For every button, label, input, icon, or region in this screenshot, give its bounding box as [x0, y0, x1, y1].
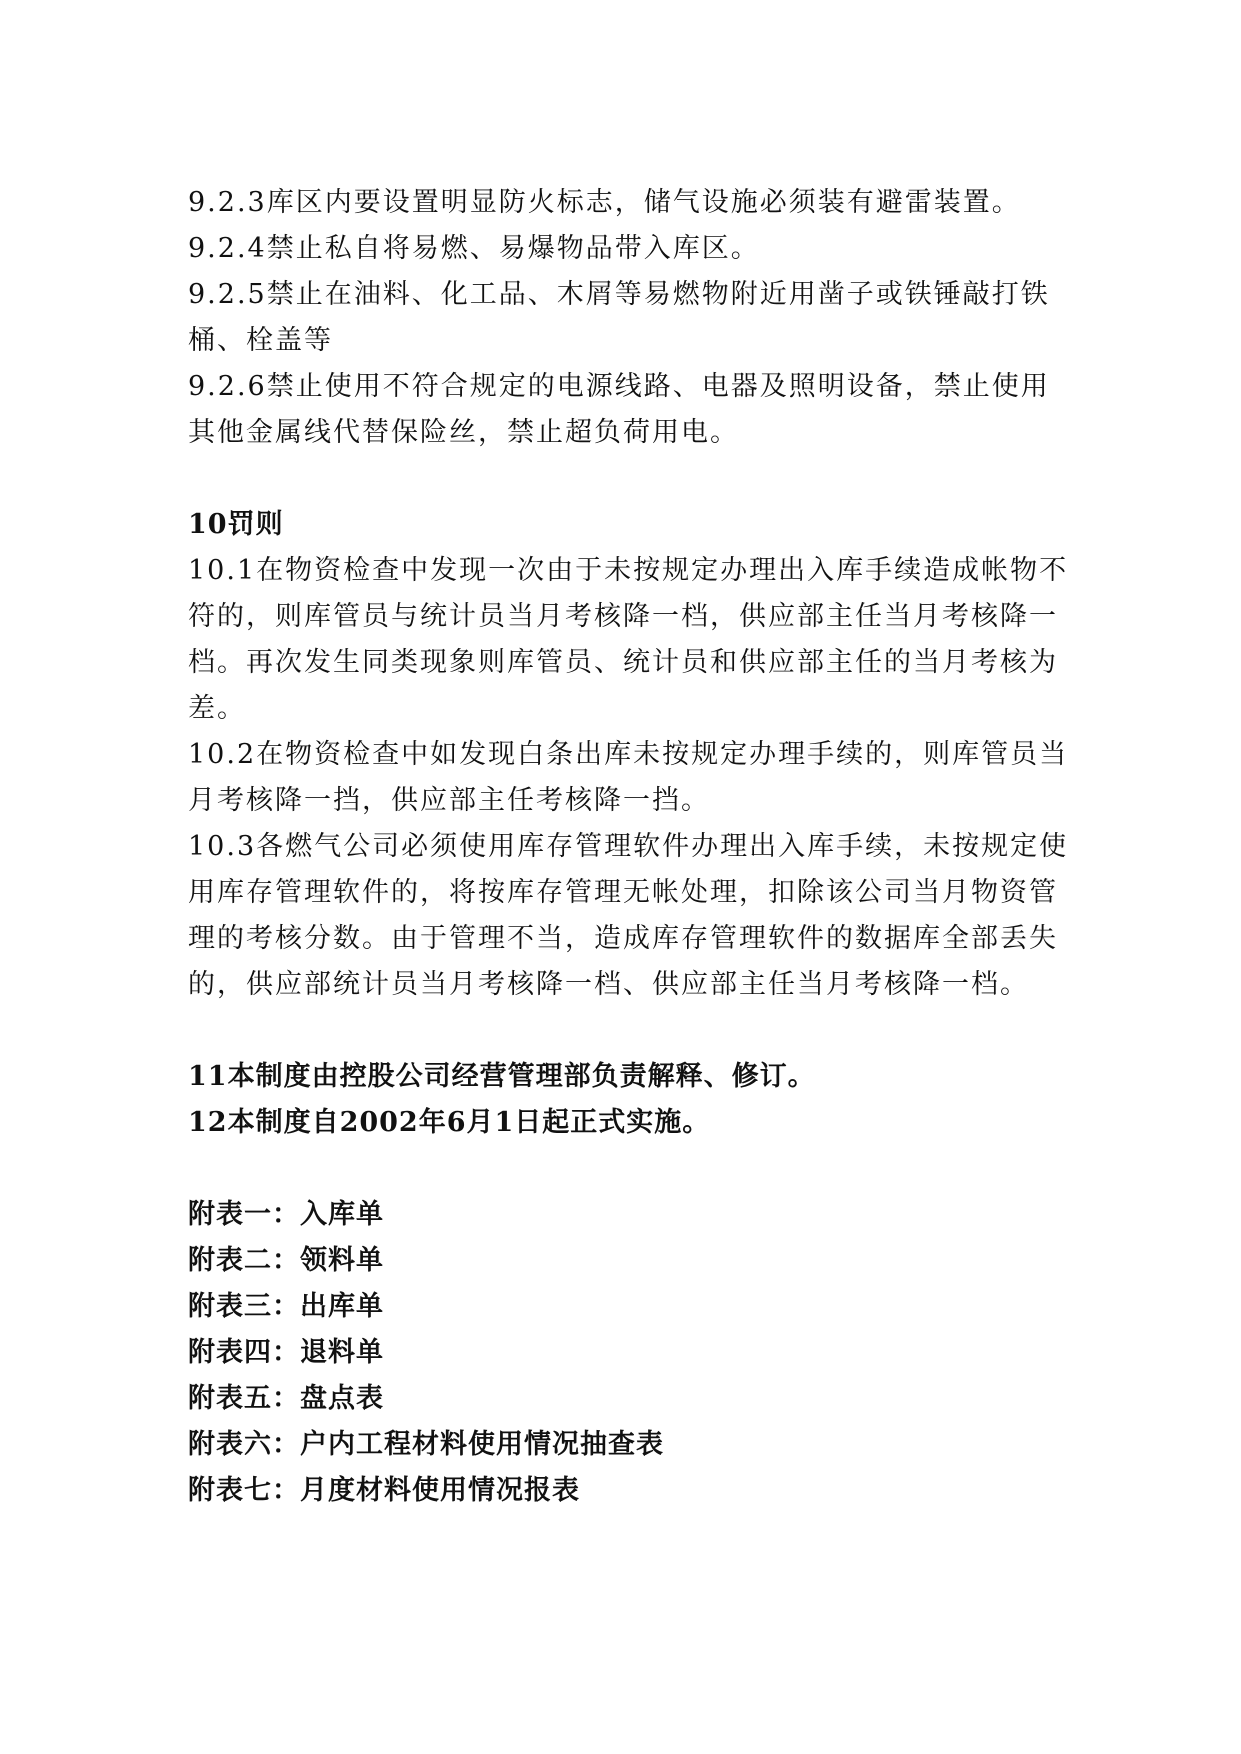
clause-9-2-5-line-1: 9.2.5禁止在油料、化工品、木屑等易燃物附近用凿子或铁锤敲打铁 — [188, 279, 1050, 310]
clause-9-2-6-line-2: 其他金属线代替保险丝，禁止超负荷用电。 — [188, 417, 739, 448]
clause-10-2-line-2: 月考核降一挡，供应部主任考核降一挡。 — [188, 785, 710, 816]
appendix-item-3: 附表三：出库单 — [188, 1291, 384, 1322]
appendix-list — [188, 1192, 1068, 1514]
clause-10-3-line-4: 的，供应部统计员当月考核降一档、供应部主任当月考核降一档。 — [188, 969, 1029, 1000]
clause-9-2-6-line-1: 9.2.6禁止使用不符合规定的电源线路、电器及照明设备，禁止使用 — [188, 371, 1050, 402]
clause-10-1-line-1: 10.1在物资检查中发现一次由于未按规定办理出入库手续造成帐物不 — [188, 555, 1069, 586]
section-10-penalties — [188, 502, 1068, 1008]
section-9-2-items — [188, 180, 1068, 456]
appendix-item-4: 附表四：退料单 — [188, 1337, 384, 1368]
section-11-interpretation: 11本制度由控股公司经营管理部负责解释、修订。 — [188, 1061, 816, 1092]
appendix-item-7: 附表七：月度材料使用情况报表 — [188, 1475, 580, 1506]
clause-10-1-line-3: 档。再次发生同类现象则库管员、统计员和供应部主任的当月考核为 — [188, 647, 1058, 678]
section-12-effective-date: 12本制度自2002年6月1日起正式实施。 — [188, 1107, 711, 1138]
spacer — [188, 1008, 1068, 1054]
document-page — [188, 180, 1068, 1514]
appendix-item-2: 附表二：领料单 — [188, 1245, 384, 1276]
section-10-heading: 10罚则 — [188, 509, 284, 540]
clause-10-3-line-3: 理的考核分数。由于管理不当，造成库存管理软件的数据库全部丢失 — [188, 923, 1058, 954]
clause-10-1-line-4: 差。 — [188, 693, 246, 724]
clause-9-2-4: 9.2.4禁止私自将易燃、易爆物品带入库区。 — [188, 233, 760, 264]
clause-10-3-line-1: 10.3各燃气公司必须使用库存管理软件办理出入库手续，未按规定使 — [188, 831, 1069, 862]
appendix-item-6: 附表六：户内工程材料使用情况抽查表 — [188, 1429, 664, 1460]
appendix-item-1: 附表一：入库单 — [188, 1199, 384, 1230]
appendix-item-5: 附表五：盘点表 — [188, 1383, 384, 1414]
clause-10-3-line-2: 用库存管理软件的，将按库存管理无帐处理，扣除该公司当月物资管 — [188, 877, 1058, 908]
spacer — [188, 456, 1068, 502]
clause-9-2-3: 9.2.3库区内要设置明显防火标志，储气设施必须装有避雷装置。 — [188, 187, 1021, 218]
clause-10-1-line-2: 符的，则库管员与统计员当月考核降一档，供应部主任当月考核降一 — [188, 601, 1058, 632]
spacer — [188, 1146, 1068, 1192]
clause-10-2-line-1: 10.2在物资检查中如发现白条出库未按规定办理手续的，则库管员当 — [188, 739, 1069, 770]
clause-9-2-5-line-2: 桶、栓盖等 — [188, 325, 333, 356]
